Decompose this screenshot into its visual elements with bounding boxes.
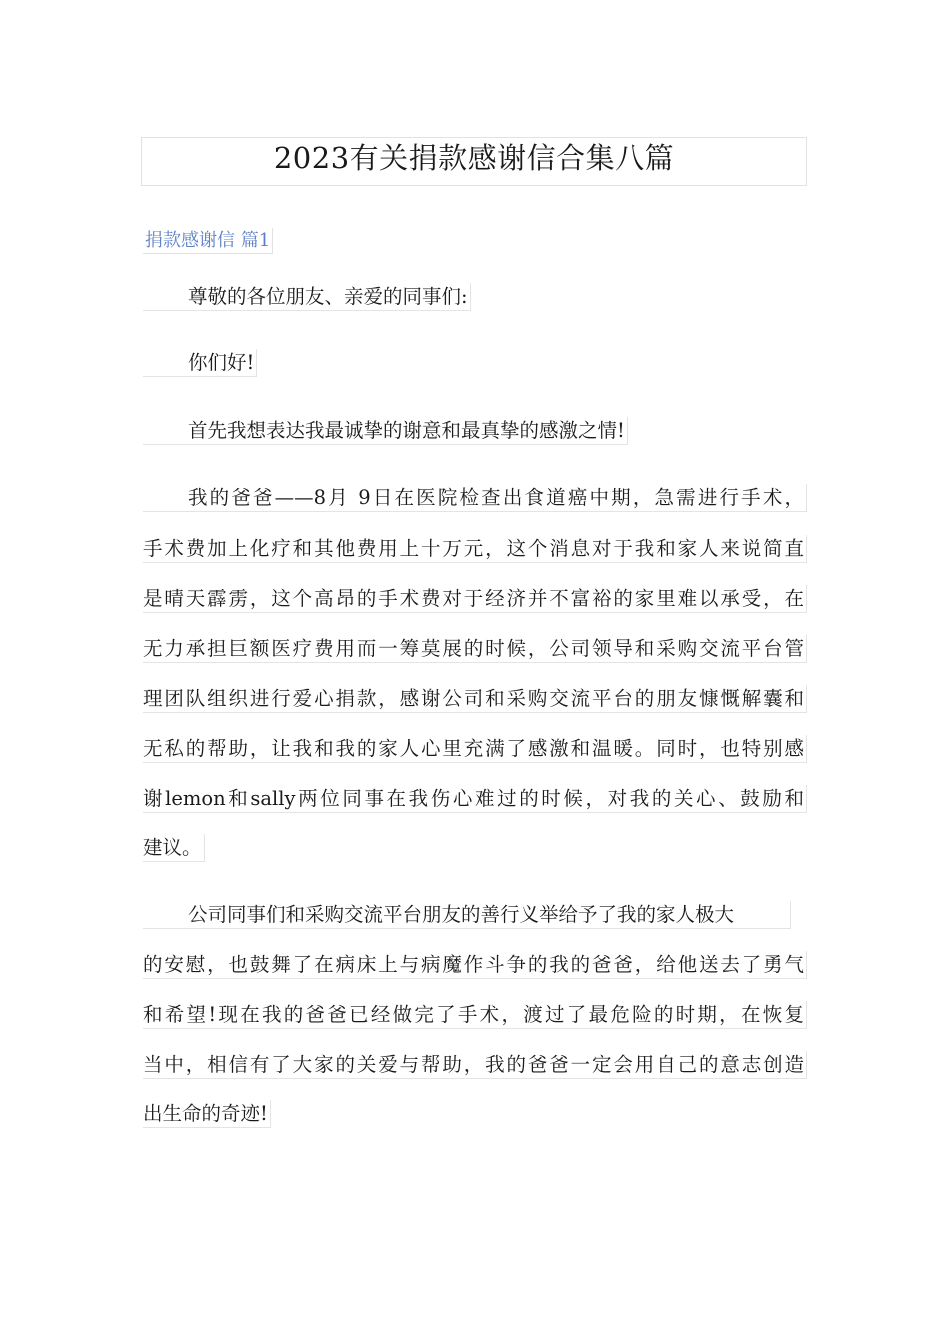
paragraph-line: 是晴天霹雳，这个高昂的手术费对于经济并不富裕的家里难以承受，在 — [143, 585, 807, 613]
paragraph-line: 的安慰，也鼓舞了在病床上与病魔作斗争的我的爸爸，给他送去了勇气 — [143, 951, 807, 979]
greeting-line: 你们好! — [143, 349, 257, 377]
paragraph-line: 建议。 — [143, 834, 205, 862]
paragraph-line: 出生命的奇迹! — [143, 1100, 271, 1128]
paragraph-line: 当中，相信有了大家的关爱与帮助，我的爸爸一定会用自己的意志创造 — [143, 1051, 807, 1079]
paragraph-line: 谢lemon和sally两位同事在我伤心难过的时候，对我的关心、鼓励和 — [143, 785, 807, 813]
document-title: 2023有关捐款感谢信合集八篇 — [141, 137, 807, 186]
salutation-line: 尊敬的各位朋友、亲爱的同事们: — [143, 283, 471, 311]
paragraph-line: 无私的帮助，让我和我的家人心里充满了感激和温暖。同时，也特别感 — [143, 735, 807, 763]
paragraph-line: 手术费加上化疗和其他费用上十万元，这个消息对于我和家人来说简直 — [143, 535, 807, 563]
paragraph-line: 无力承担巨额医疗费用而一筹莫展的时候，公司领导和采购交流平台管 — [143, 635, 807, 663]
paragraph-line: 我的爸爸——8月 9日在医院检查出食道癌中期，急需进行手术， — [143, 484, 807, 512]
section-heading: 捐款感谢信 篇1 — [143, 228, 273, 254]
paragraph-line: 理团队组织进行爱心捐款，感谢公司和采购交流平台的朋友慷慨解囊和 — [143, 685, 807, 713]
paragraph-line: 首先我想表达我最诚挚的谢意和最真挚的感激之情! — [143, 417, 628, 445]
paragraph-line: 公司同事们和采购交流平台朋友的善行义举给予了我的家人极大 — [143, 901, 791, 929]
paragraph-line: 和希望!现在我的爸爸已经做完了手术，渡过了最危险的时期，在恢复 — [143, 1001, 807, 1029]
